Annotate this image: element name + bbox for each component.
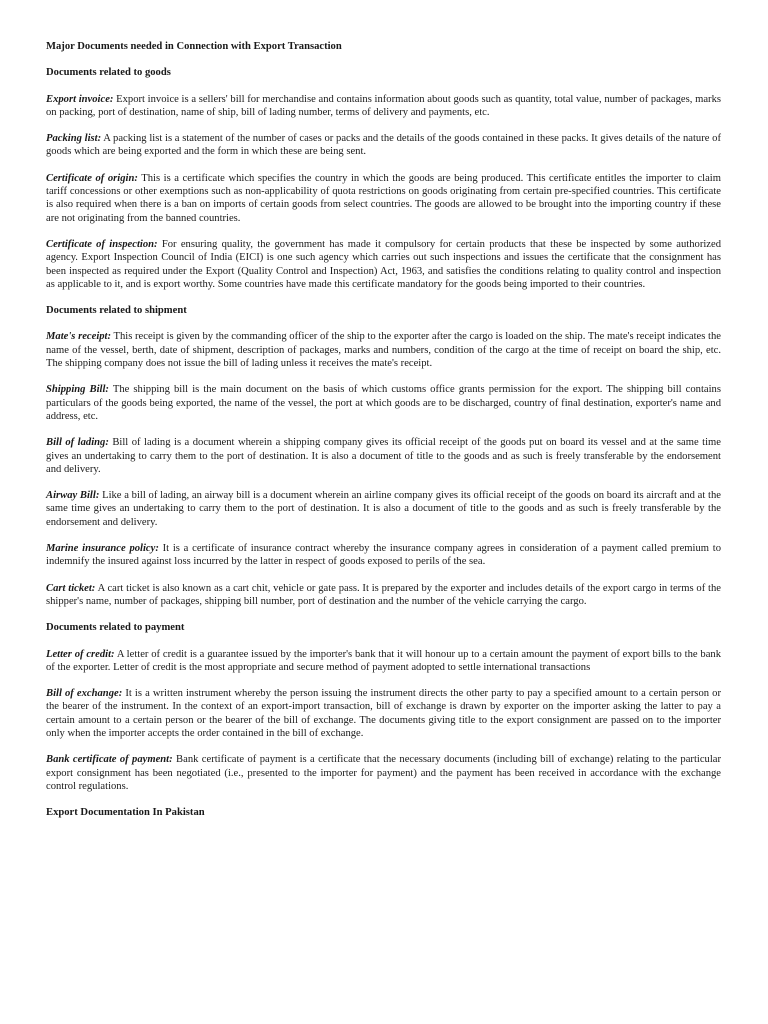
term-label: Marine insurance policy: [46,543,159,555]
footer-heading: Export Documentation In Pakistan [46,807,205,819]
packing-list-paragraph [46,132,721,159]
bank-certificate-of-payment-paragraph [46,753,721,793]
term-definition: It is a written instrument whereby the person issuing the instrument directs the other party to pay a specified amount to a certain person or the bearer of the instrument. In the context of an export-import transaction, bill of exchange is drawn by exporter on the importer asking the latter to pay a certain amount to a certain person or the bearer of the bill of exchange. The documents giving title to the export consignment are passed on to the importer only when the importer accepts the order contained in the bill of exchange. [46,688,721,739]
term-label: Certificate of inspection: [46,238,158,250]
term-label: Bill of exchange: [46,688,123,700]
airway-bill-paragraph [46,489,721,529]
document-page [46,40,721,832]
term-definition: A packing list is a statement of the number of cases or packs and the details of the goods contained in these packs. It gives details of the nature of goods which are being exported and the form in which these are being sent. [46,133,721,158]
document-title: Major Documents needed in Connection with Export Transaction [46,41,342,52]
shipping-bill-paragraph [46,383,721,423]
term-definition: This is a certificate which specifies the country in which the goods are being produced. This certificate entitles the importer to claim tariff concessions or other exemptions such as non-applicability of quota restrictions on goods originating from certain pre-specified countries. This certificate is also required when there is a ban on imports of certain goods from select countries. The goods are allowed to be brought into the importing country if these are not originating from the banned countries. [46,172,721,224]
term-label: Mate's receipt: [46,331,112,343]
term-definition: A letter of credit is a guarantee issued by the importer's bank that it will honour up to a certain amount the payment of export bills to the bank of the exporter. Letter of credit is the most appropriate and secure method of payment adopted to settle international transactions [46,648,721,673]
marine-insurance-policy-paragraph [46,542,721,569]
term-definition: Export invoice is a sellers' bill for merchandise and contains information about goods such as quantity, total value, number of packages, marks on packing, port of destination, name of ship, bill of lading number, terms of delivery and payments, etc. [46,93,721,118]
term-definition: Like a bill of lading, an airway bill is a document wherein an airline company gives its official receipt of the goods on board its aircraft and at the same time gives an undertaking to carry them to the port of destination. It is also a document of title to the goods and as such is freely transferable by the endorsement and delivery. [46,490,721,528]
mates-receipt-paragraph [46,330,721,370]
term-label: Letter of credit: [46,648,115,660]
term-label: Export invoice: [46,93,114,105]
term-definition: Bank certificate of payment is a certificate that the necessary documents (including bill of exchange) relating to the particular export consignment has been negotiated (i.e., presented to the importer for payment) and the payment has been received in accordance with the exchange control regulations. [46,754,722,792]
term-definition: It is a certificate of insurance contract whereby the insurance company agrees in consideration of a payment called premium to indemnify the insured against loss incurred by the latter in respect of goods exposed to perils of the sea. [46,543,721,568]
bill-of-exchange-paragraph [46,687,721,740]
letter-of-credit-paragraph [46,648,721,675]
term-definition: A cart ticket is also known as a cart chit, vehicle or gate pass. It is prepared by the exporter and includes details of the export cargo in terms of the shipper's name, number of packages, shipping bill number, port of destination and the number of the vehicle carrying the cargo. [46,582,721,607]
term-label: Airway Bill: [46,490,100,502]
certificate-of-inspection-paragraph [46,238,721,291]
certificate-of-origin-paragraph [46,172,721,225]
term-definition: This receipt is given by the commanding officer of the ship to the exporter after the cargo is loaded on the ship. The mate's receipt indicates the name of the vessel, berth, date of shipment, description of packages, marks and numbers, condition of the cargo at the time of receipt on board the ship, etc. The shipping company does not issue the bill of lading unless it receives the mate's receipt. [46,331,721,370]
term-definition: Bill of lading is a document wherein a shipping company gives its official receipt of the goods put on board its vessel and at the same time gives an undertaking to carry them to the port of destination. It is also a document of title to the goods and as such is freely transferable by the endorsement and delivery. [46,437,721,475]
term-definition: The shipping bill is the main document on the basis of which customs office grants permission for the export. The shipping bill contains particulars of the goods being exported, the name of the vessel, the port at which goods are to be discharged, country of final destination, exporter's name and address, etc. [46,384,721,422]
term-label: Packing list: [46,133,102,145]
export-invoice-paragraph [46,93,721,120]
term-label: Cart ticket: [46,582,96,594]
term-label: Bank certificate of payment: [46,754,173,766]
term-label: Bill of lading: [46,437,109,449]
bill-of-lading-paragraph [46,436,721,476]
section-heading-goods: Documents related to goods [46,67,171,79]
term-label: Certificate of origin: [46,172,138,184]
term-label: Shipping Bill: [46,384,109,396]
term-definition: For ensuring quality, the government has made it compulsory for certain products that these be inspected by some authorized agency. Export Inspection Council of India (EICI) is one such agency which carries out such inspections and issues the certificate that the consignment has been inspected as required under the Export (Quality Control and Inspection) Act, 1963, and satisfies the conditions relating to quality control and inspection as applicable to it, and is export worthy. Some countries have made this certificate mandatory for the goods being imported to their countries. [46,238,721,290]
section-heading-payment: Documents related to payment [46,622,185,634]
section-heading-shipment: Documents related to shipment [46,305,187,317]
cart-ticket-paragraph [46,582,721,609]
